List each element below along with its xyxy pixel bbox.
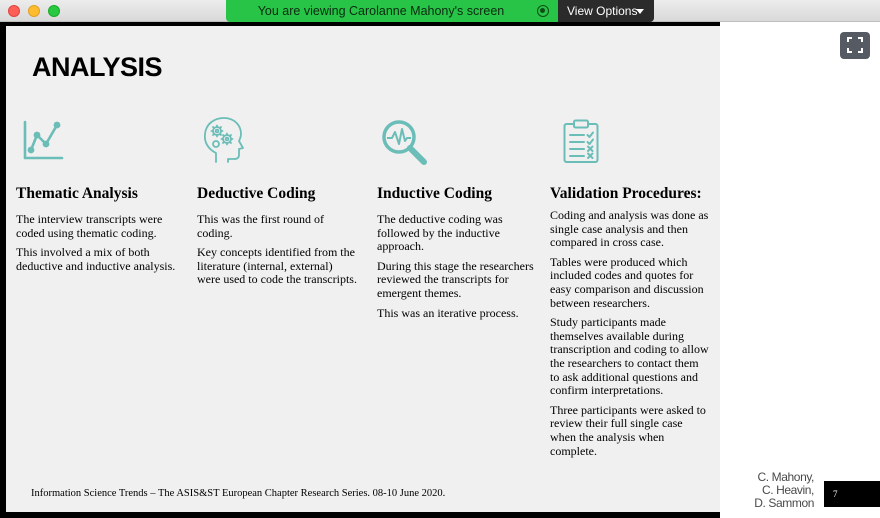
shared-screen-frame	[0, 22, 720, 518]
paragraph: During this stage the researchers reviewed the transcripts for emergent themes.	[377, 258, 534, 300]
magnifier-pulse-icon	[380, 118, 428, 166]
column-body-validation	[550, 209, 710, 464]
view-options-label: View Options	[567, 4, 638, 18]
column-body-thematic	[16, 213, 176, 279]
column-body-deductive	[197, 213, 357, 293]
clipboard-checklist-icon	[562, 119, 600, 164]
column-heading-thematic: Thematic Analysis	[16, 185, 138, 202]
head-gears-icon	[202, 117, 244, 164]
chart-line-icon	[22, 119, 64, 161]
author-name: C. Mahony,	[757, 470, 814, 484]
paragraph: This was an iterative process.	[377, 305, 519, 320]
paragraph: Key concepts identified from the literature (internal, external) were used to code the transcripts.	[197, 245, 357, 287]
zoom-window-button[interactable]	[48, 5, 60, 17]
fullscreen-icon	[847, 37, 863, 53]
paragraph: Coding and analysis was done as single case analysis and then compared in cross case.	[550, 208, 709, 250]
paragraph: This was the first round of coding.	[197, 212, 324, 240]
chevron-down-icon	[636, 9, 644, 14]
fullscreen-button[interactable]	[840, 32, 870, 59]
column-body-inductive	[377, 213, 537, 326]
paragraph: Study participants made themselves available during transcription and coding to allow the researchers to contact them to ask additional questions and confirm interpretations.	[550, 315, 709, 398]
paragraph: This involved a mix of both deductive and inductive analysis.	[16, 245, 176, 273]
paragraph: Tables were produced which included codes and quotes for easy comparison and discussion between researchers.	[550, 254, 704, 310]
share-banner-text: You are viewing Carolanne Mahony's screen	[257, 4, 505, 18]
paragraph: The deductive coding was followed by the inductive approach.	[377, 212, 503, 254]
minimize-window-button[interactable]	[28, 5, 40, 17]
stop-share-icon[interactable]	[537, 5, 549, 17]
column-heading-validation: Validation Procedures:	[550, 185, 702, 202]
slide-title: ANALYSIS	[32, 52, 163, 82]
author-name: C. Heavin,	[761, 483, 814, 497]
slide	[6, 26, 720, 512]
author-list	[728, 471, 814, 510]
screen-share-banner	[226, 0, 558, 22]
page-number-label: 7	[833, 489, 838, 499]
column-heading-inductive: Inductive Coding	[377, 185, 492, 202]
slide-page-number	[824, 481, 880, 507]
slide-footer: Information Science Trends – The ASIS&ST European Chapter Research Series. 08-10 June 2020.	[31, 488, 446, 499]
author-name: D. Sammon	[754, 496, 814, 510]
paragraph: The interview transcripts were coded using thematic coding.	[16, 212, 163, 240]
close-window-button[interactable]	[8, 5, 20, 17]
column-heading-deductive: Deductive Coding	[197, 185, 316, 202]
paragraph: Three participants were asked to review their full single case when the analysis when complete.	[550, 402, 706, 458]
view-options-button[interactable]	[558, 0, 654, 22]
